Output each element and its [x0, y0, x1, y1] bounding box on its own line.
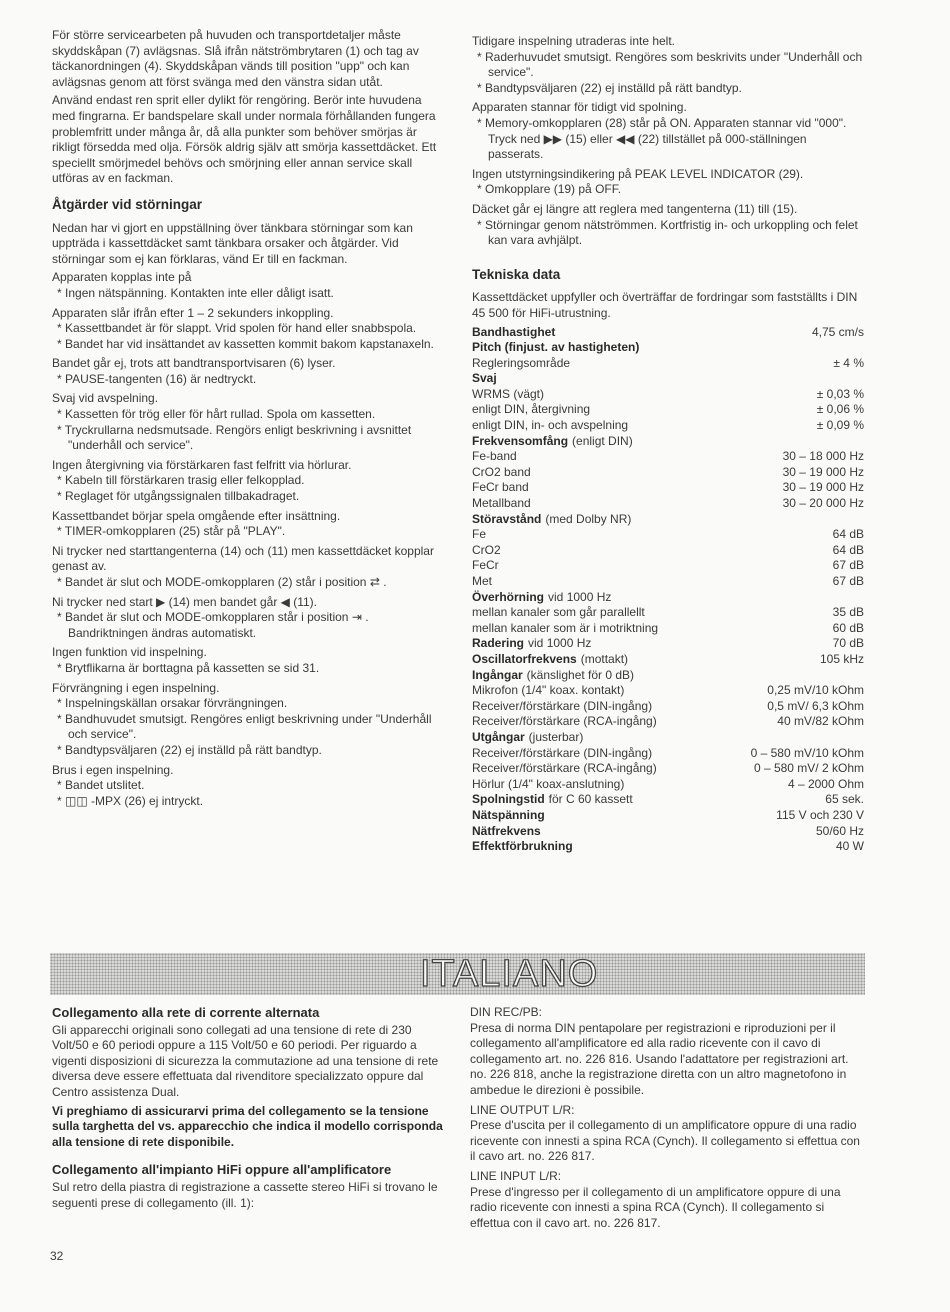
problem-list [472, 34, 864, 249]
spec-value: 30 – 19 000 Hz [782, 464, 864, 479]
spec-value: 0 – 580 mV/ 2 kOhm [753, 761, 864, 776]
spec-label-cell [472, 418, 716, 434]
spec-label: CrO2 [472, 542, 501, 557]
spec-row [472, 465, 864, 481]
cause-item: * Ingen nätspänning. Kontakten inte eller dåligt isatt. [52, 286, 447, 302]
cause-item: * Omkopplare (19) på OFF. [472, 182, 864, 198]
spec-value: ± 4 % [833, 355, 864, 370]
spec-label: Svaj [472, 371, 497, 386]
spec-value: 64 dB [832, 542, 864, 557]
spec-label: Fe [472, 527, 487, 542]
problem-item [52, 544, 447, 591]
italian-socket-heading: LINE OUTPUT L/R: [470, 1102, 575, 1117]
spec-label: Störavstånd [472, 511, 542, 526]
spec-label-cell [472, 792, 716, 808]
spec-label-cell [472, 371, 716, 387]
problem-item [52, 270, 447, 301]
cause-item: * Brytflikarna är borttagna på kassetten se sid 31. [52, 661, 447, 677]
spec-label-cell [472, 512, 716, 528]
italian-paragraph-hifi: Sul retro della piastra di registrazione a cassette stereo HiFi si trovano le seguenti prese di collegamento (ill. 1): [52, 1179, 438, 1210]
italian-heading-hifi: Collegamento all'impianto HiFi oppure all'amplificatore [52, 1162, 392, 1178]
spec-row [472, 636, 864, 652]
cause-item: * Kabeln till förstärkaren trasig eller felkopplad. [52, 473, 447, 489]
spec-note: vid 1000 Hz [548, 589, 612, 604]
spec-note: (känslighet för 0 dB) [526, 667, 635, 682]
italian-paragraph-warning: Vi preghiamo di assicurarvi prima del collegamento se la tensione sulla targhetta del vs. apparecchio che indica il modello corrisponda alla tensione di rete disponibile. [52, 1103, 443, 1149]
spec-row [472, 340, 864, 356]
spec-label-cell [472, 527, 716, 543]
spec-row [472, 761, 864, 777]
spec-label: Oscillatorfrekvens [472, 651, 577, 666]
spec-label: Bandhastighet [472, 324, 556, 339]
problem-text: Apparaten kopplas inte på [52, 270, 192, 285]
spec-label-cell [472, 621, 716, 637]
spec-label-cell [472, 480, 716, 496]
spec-value: 0 – 580 mV/10 kOhm [750, 745, 864, 760]
spec-value: 105 kHz [819, 651, 864, 666]
spec-row [472, 371, 864, 387]
cause-item: * Kassettbandet är för slappt. Vrid spolen för hand eller snabbspola. [52, 321, 447, 337]
spec-row [472, 325, 864, 341]
spec-row [472, 558, 864, 574]
spec-row [472, 777, 864, 793]
cause-item: * Kassetten för trög eller för hårt rullad. Spola om kassetten. [52, 407, 447, 423]
spec-row [472, 449, 864, 465]
cause-item: * Reglaget för utgångssignalen tillbakadraget. [52, 489, 447, 505]
spec-label: Fe-band [472, 449, 517, 464]
spec-row [472, 652, 864, 668]
spec-label: Mikrofon (1/4" koax. kontakt) [472, 683, 625, 698]
spec-label-cell [472, 434, 716, 450]
cause-item: * Tryckrullarna nedsmutsade. Rengörs enligt beskrivning i avsnittet "underhåll och service". [52, 423, 447, 454]
banner-title: ITALIANO [420, 953, 599, 995]
cause-item: * Bandet har vid insättandet av kassetten kommit bakom kapstanaxeln. [52, 337, 447, 353]
troubleshooting-heading: Åtgärder vid störningar [52, 196, 203, 212]
cause-item: * Bandtypsväljaren (22) ej inställd på rätt bandtyp. [52, 743, 447, 759]
problem-text: Ni trycker ned start ▶ (14) men bandet går ◀ (11). [52, 594, 318, 609]
spec-row [472, 839, 864, 855]
problem-text: Däcket går ej längre att reglera med tangenterna (11) till (15). [472, 201, 798, 216]
cause-item: * ◫◫ -MPX (26) ej intryckt. [52, 794, 447, 810]
spec-note: (mottakt) [580, 651, 629, 666]
spec-value: 67 dB [832, 574, 864, 588]
problem-text: Ni trycker ned starttangenterna (14) och (11) men kassettdäcket kopplar genast av. [52, 543, 434, 574]
spec-value [716, 512, 864, 528]
problem-item [472, 34, 864, 96]
spec-label-cell [472, 340, 716, 356]
spec-note: vid 1000 Hz [528, 636, 592, 651]
spec-label-cell [472, 325, 716, 341]
intro-paragraph-2: Använd endast ren sprit eller dylikt för rengöring. Berör inte huvudena med fingrarna. Er bandspelare skall under normala förhållanden fungera problemfritt under många år, då alla punkter som behöver smörjas är rikligt försedda med olja. Försök aldrig själv att smörja kassettdäcket. Ett speciellt smörjmedel behövs och smörjning eller annan service skall utföras av en fackman. [52, 93, 437, 186]
spec-label: Receiver/förstärkare (RCA-ingång) [472, 714, 657, 729]
problem-text: Apparaten stannar för tidigt vid spolning. [472, 100, 687, 115]
spec-label-cell [472, 543, 716, 559]
problem-text: Bandet går ej, trots att bandtransportvisaren (6) lyser. [52, 356, 336, 371]
spec-value: 4 – 2000 Ohm [787, 776, 864, 791]
spec-row [472, 574, 864, 590]
spec-value: 40 mV/82 kOhm [777, 714, 864, 729]
italian-socket-heading: DIN REC/PB: [470, 1005, 543, 1019]
problem-item [52, 763, 447, 810]
spec-label: Met [472, 574, 493, 588]
italian-heading-mains: Collegamento alla rete di corrente alternata [52, 1005, 320, 1020]
problem-item [472, 202, 864, 249]
spec-label: Hörlur (1/4" koax-anslutning) [472, 776, 625, 791]
spec-value [716, 668, 864, 684]
problem-text: Tidigare inspelning utraderas inte helt. [472, 34, 676, 48]
spec-label-cell [472, 449, 716, 465]
problem-list [52, 270, 447, 809]
problem-text: Ingen återgivning via förstärkaren fast felfritt via hörlurar. [52, 457, 352, 472]
cause-item: * Memory-omkopplaren (28) står på ON. Apparaten stannar vid "000". Tryck ned ▶▶ (15) eller ◀◀ (22) tillstället på 000-ställningen passerats. [472, 116, 864, 163]
spec-label-cell [472, 496, 716, 512]
spec-label-cell [472, 761, 716, 777]
spec-label: WRMS (vägt) [472, 386, 544, 401]
spec-label-cell [472, 699, 716, 715]
spec-label-cell [472, 574, 716, 590]
spec-row [472, 356, 864, 372]
spec-label: mellan kanaler som går parallellt [472, 605, 645, 620]
cause-item: * Raderhuvudet smutsigt. Rengöres som beskrivits under "Underhåll och service". [472, 50, 864, 81]
spec-row [472, 527, 864, 543]
spec-label-cell [472, 652, 716, 668]
spec-label: Radering [472, 636, 525, 651]
spec-label: FeCr [472, 558, 499, 573]
problem-text: Kassettbandet börjar spela omgående efter insättning. [52, 508, 341, 523]
spec-row [472, 605, 864, 621]
spec-label-cell [472, 839, 716, 855]
spec-row [472, 590, 864, 606]
spec-value: 60 dB [832, 620, 864, 635]
spec-row [472, 808, 864, 824]
spec-label: mellan kanaler som är i motriktning [472, 620, 659, 635]
spec-row [472, 730, 864, 746]
spec-value [716, 340, 864, 356]
spec-label: enligt DIN, in- och avspelning [472, 418, 629, 433]
spec-label: Effektförbrukning [472, 839, 573, 854]
problem-item [52, 681, 447, 759]
spec-label: Receiver/förstärkare (DIN-ingång) [472, 698, 653, 713]
right-column [472, 34, 864, 855]
spec-label-cell [472, 636, 716, 652]
italian-left-column [52, 1003, 445, 1214]
spec-label-cell [472, 808, 716, 824]
spec-label: Metallband [472, 496, 531, 511]
spec-value: 115 V och 230 V [776, 807, 864, 822]
spec-row [472, 699, 864, 715]
cause-item: * PAUSE-tangenten (16) är nedtryckt. [52, 372, 447, 388]
problem-item [52, 458, 447, 505]
spec-label: Receiver/förstärkare (RCA-ingång) [472, 761, 657, 776]
spec-label-cell [472, 777, 716, 793]
page-number: 32 [50, 1249, 64, 1263]
spec-value: 30 – 18 000 Hz [782, 449, 864, 464]
spec-row [472, 512, 864, 528]
spec-value [716, 730, 864, 746]
spec-label: Ingångar [472, 667, 523, 682]
spec-label-cell [472, 730, 716, 746]
spec-row [472, 418, 864, 434]
spec-value: 30 – 20 000 Hz [782, 496, 864, 511]
spec-value: 67 dB [832, 558, 864, 573]
problem-item [52, 645, 447, 676]
tech-data-intro: Kassettdäcket uppfyller och överträffar de fordringar som fastställts i DIN 45 500 för HiFi-utrustning. [472, 290, 858, 320]
spec-table [472, 325, 864, 855]
spec-row [472, 402, 864, 418]
problem-item [472, 100, 864, 162]
italian-socket-text: Prese d'uscita per il collegamento di un amplificatore oppure di una radio ricevente con innesti a spina RCA (Cynch). Il collegamento si effettua con il cavo art. no. 226 817. [470, 1118, 860, 1164]
spec-label-cell [472, 668, 716, 684]
problem-text: Brus i egen inspelning. [52, 762, 174, 777]
spec-row [472, 683, 864, 699]
spec-label-cell [472, 824, 716, 840]
italian-right-column [470, 1005, 864, 1235]
cause-item: * Bandet är slut och MODE-omkopplaren står i position ⇥ . Bandriktningen ändras automatiskt. [52, 610, 447, 641]
spec-label-cell [472, 387, 716, 403]
problem-item [52, 595, 447, 642]
spec-note: (enligt DIN) [572, 433, 633, 448]
problem-item [52, 509, 447, 540]
problem-item [472, 167, 864, 198]
cause-item: * Bandet är slut och MODE-omkopplaren (2) står i position ⇄ . [52, 575, 447, 591]
spec-label: Spolningstid [472, 792, 545, 807]
language-banner [50, 953, 865, 995]
problem-text: Apparaten slår ifrån efter 1 – 2 sekunders inkoppling. [52, 305, 334, 320]
spec-label-cell [472, 714, 716, 730]
cause-item: * Bandhuvudet smutsigt. Rengöres enligt beskrivning under "Underhåll och service". [52, 712, 447, 743]
problem-text: Ingen funktion vid inspelning. [52, 645, 207, 660]
spec-label-cell [472, 683, 716, 699]
spec-label: CrO2 band [472, 464, 531, 479]
cause-item: * Bandet utslitet. [52, 778, 447, 794]
spec-label: Överhörning [472, 589, 545, 604]
left-column [52, 28, 447, 813]
spec-label-cell [472, 465, 716, 481]
spec-label-cell [472, 590, 716, 606]
spec-value: 50/60 Hz [815, 823, 864, 838]
spec-value [716, 434, 864, 450]
italian-socket-text: Presa di norma DIN pentapolare per registrazioni e riproduzioni per il collegamento all'amplificatore ed alla radio ricevente con il cavo di collegamento art. no. 226 816. Usando l'adattatore per registrazioni art. no. 226 818, anche la registrazione diretta con un altro magnetofono in ambedue le direzioni è possibile. [470, 1020, 849, 1097]
spec-label: Regleringsområde [472, 355, 571, 370]
spec-row [472, 824, 864, 840]
cause-item: * Bandtypsväljaren (22) ej inställd på rätt bandtyp. [472, 81, 864, 97]
spec-value: ± 0,03 % [816, 386, 864, 401]
spec-row [472, 434, 864, 450]
italian-socket-heading: LINE INPUT L/R: [470, 1168, 562, 1183]
cause-item: * Störningar genom nätströmmen. Kortfristig in- och urkoppling och felet kan vara avhjälpt. [472, 218, 864, 249]
spec-value: 30 – 19 000 Hz [782, 480, 864, 495]
spec-label: FeCr band [472, 480, 529, 495]
spec-label: Frekvensomfång [472, 433, 569, 448]
intro-paragraph-1: För större servicearbeten på huvuden och transportdetaljer måste skyddskåpan (7) avlägsnas. Slå ifrån nätströmbrytaren (1) och tag av täckanordningen (4). Skyddskåpan vänds till position "upp" och kan avlägsnas genom att först svänga med den vänstra sidan utåt. [52, 28, 419, 89]
spec-label: Utgångar [472, 729, 525, 744]
italian-paragraph-mains: Gli apparecchi originali sono collegati ad una tensione di rete di 230 Volt/50 e 60 periodi oppure a 115 Volt/50 e 60 periodi. Per riguardo a vigenti disposizioni di sicurezza la commutazione ad una tensione di rete diversa deve essere effettuata dal rivenditore specializzato oppure dal Centro assistenza Dual. [52, 1022, 439, 1099]
tech-data-heading: Tekniska data [472, 266, 561, 282]
spec-label: Pitch (finjust. av hastigheten) [472, 340, 640, 355]
spec-row [472, 792, 864, 808]
problem-text: Ingen utstyrningsindikering på PEAK LEVEL INDICATOR (29). [472, 166, 804, 181]
spec-row [472, 480, 864, 496]
spec-label-cell [472, 746, 716, 762]
spec-value: 4,75 cm/s [811, 324, 864, 339]
spec-label: Receiver/förstärkare (DIN-ingång) [472, 745, 653, 760]
spec-label-cell [472, 402, 716, 418]
spec-value: 65 sek. [825, 792, 864, 807]
problem-item [52, 356, 447, 387]
spec-row [472, 746, 864, 762]
italian-socket-text: Prese d'ingresso per il collegamento di un amplificatore oppure di una radio ricevente con innesti a spina RCA (Cynch). Il collegamento si effettua con il cavo art. no. 226 817. [470, 1184, 841, 1230]
cause-item: * Inspelningskällan orsakar förvrängningen. [52, 696, 447, 712]
spec-note: (med Dolby NR) [545, 511, 632, 526]
spec-value: 0,5 mV/ 6,3 kOhm [767, 698, 864, 713]
spec-label-cell [472, 558, 716, 574]
spec-row [472, 496, 864, 512]
spec-value: 64 dB [832, 527, 864, 542]
spec-label: Nätfrekvens [472, 823, 541, 838]
spec-label: Nätspänning [472, 807, 545, 822]
cause-item: * TIMER-omkopplaren (25) står på "PLAY". [52, 524, 447, 540]
spec-value: 35 dB [832, 605, 864, 620]
spec-note: för C 60 kassett [548, 792, 633, 807]
spec-value [716, 590, 864, 606]
spec-value: ± 0,06 % [816, 402, 864, 417]
troubleshooting-intro: Nedan har vi gjort en uppställning över tänkbara störningar som kan uppträda i kassettdäcket samt tänkbara orsaker och åtgärder. Vid störningar som ej kan förklaras, vänd Er till en fackman. [52, 220, 413, 266]
spec-label: enligt DIN, återgivning [472, 402, 591, 417]
spec-value: 40 W [835, 839, 864, 854]
problem-item [52, 391, 447, 453]
spec-label-cell [472, 356, 716, 372]
spec-row [472, 543, 864, 559]
spec-note: (justerbar) [528, 729, 584, 744]
spec-value: 70 dB [832, 636, 864, 651]
spec-value [716, 371, 864, 387]
spec-value: ± 0,09 % [816, 418, 864, 433]
problem-item [52, 306, 447, 353]
spec-row [472, 621, 864, 637]
spec-value: 0,25 mV/10 kOhm [767, 683, 864, 698]
spec-row [472, 714, 864, 730]
problem-text: Förvrängning i egen inspelning. [52, 680, 220, 695]
spec-label-cell [472, 605, 716, 621]
spec-row [472, 387, 864, 403]
problem-text: Svaj vid avspelning. [52, 391, 159, 406]
spec-row [472, 668, 864, 684]
